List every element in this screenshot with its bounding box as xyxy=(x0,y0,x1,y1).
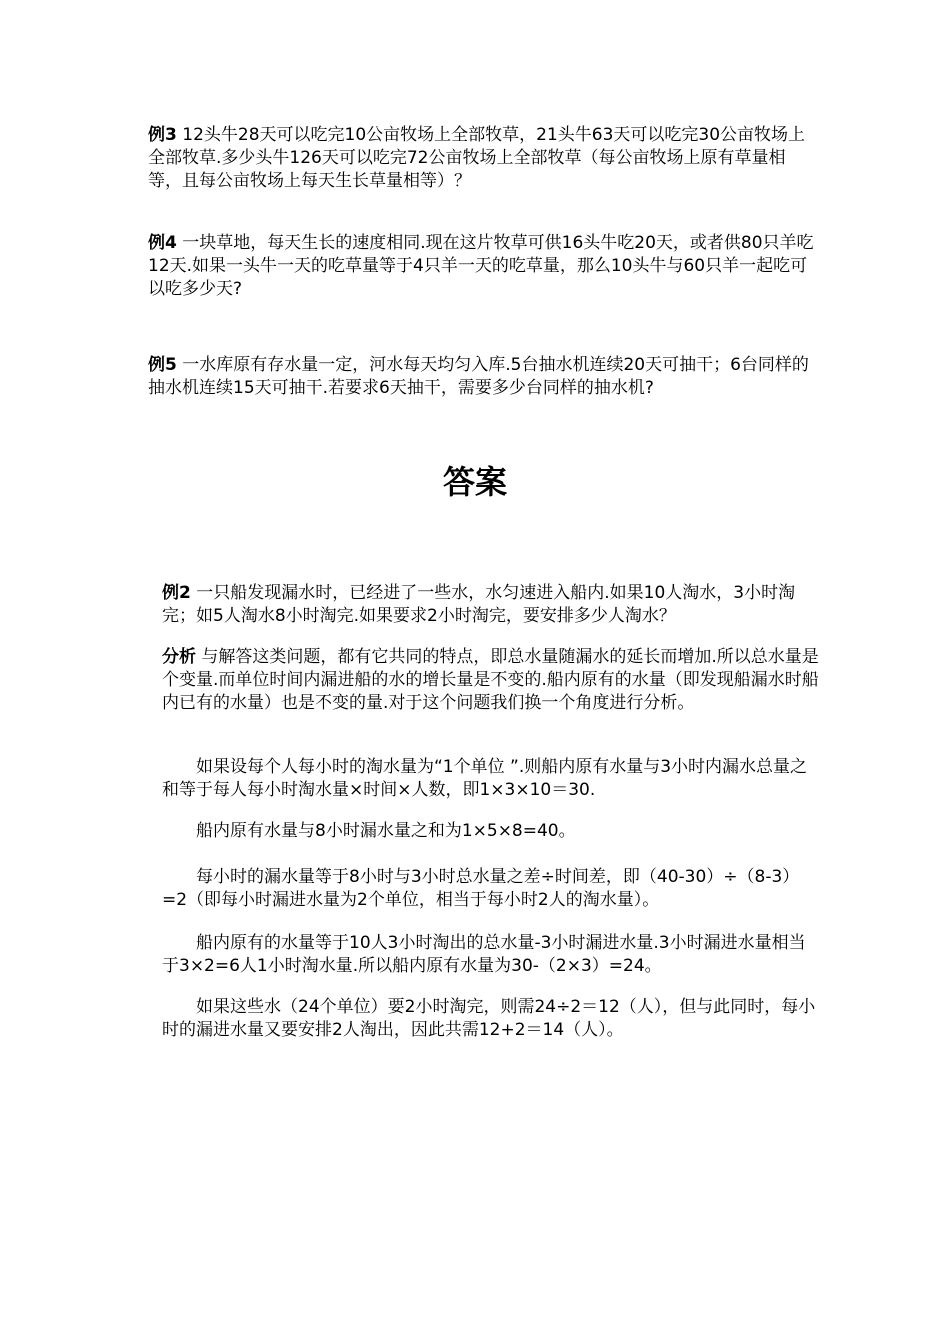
solution-paragraph-4: 船内原有的水量等于10人3小时淘出的总水量-3小时漏进水量.3小时漏进水量相当于3×2=6人1小时淘水量.所以船内原有水量为30-（2×3）=24。 xyxy=(162,933,806,976)
example-3 xyxy=(148,124,818,191)
solution-paragraph-3: 每小时的漏水量等于8小时与3小时总水量之差÷时间差，即（40-30）÷（8-3）=2（即每小时漏进水量为2个单位，相当于每小时2人的淘水量）。 xyxy=(162,867,800,910)
analysis-paragraph xyxy=(162,646,822,715)
example-3-text: 12头牛28天可以吃完10公亩牧场上全部牧草，21头牛63天可以吃完30公亩牧场上全部牧草.多少头牛126天可以吃完72公亩牧场上全部牧草（每公亩牧场上原有草量相等，且每公亩牧场上每天生长草量相等）？ xyxy=(148,125,806,191)
solution-paragraph-1: 如果设每个人每小时的淘水量为“1个单位 ”.则船内原有水量与3小时内漏水总量之和等于每人每小时淘水量×时间×人数，即1×3×10＝30. xyxy=(162,757,808,800)
solution-paragraph-2: 船内原有水量与8小时漏水量之和为1×5×8=40。 xyxy=(196,821,576,841)
solution-paragraph-5: 如果这些水（24个单位）要2小时淘完，则需24÷2＝12（人），但与此同时，每小时的漏进水量又要安排2人淘出，因此共需12+2＝14（人）。 xyxy=(162,997,816,1040)
example-4 xyxy=(148,232,818,301)
example-4-label: 例4 xyxy=(148,233,177,253)
analysis-label: 分析 xyxy=(162,647,196,667)
answer-example-2-label: 例2 xyxy=(162,583,191,603)
example-3-label: 例3 xyxy=(148,125,177,145)
example-4-text: 一块草地，每天生长的速度相同.现在这片牧草可供16头牛吃20天，或者供80只羊吃12天.如果一头牛一天的吃草量等于4只羊一天的吃草量，那么10头牛与60只羊一起吃可以吃多少天? xyxy=(148,233,814,299)
example-5-text: 一水库原有存水量一定，河水每天均匀入库.5台抽水机连续20天可抽干；6台同样的抽水机连续15天可抽干.若要求6天抽干，需要多少台同样的抽水机? xyxy=(148,355,809,398)
example-5 xyxy=(148,354,818,400)
answer-example-2-text: 一只船发现漏水时，已经进了一些水，水匀速进入船内.如果10人淘水，3小时淘完；如5人淘水8小时淘完.如果要求2小时淘完，要安排多少人淘水？ xyxy=(162,583,796,626)
analysis-text: 与解答这类问题，都有它共同的特点，即总水量随漏水的延长而增加.所以总水量是个变量.而单位时间内漏进船的水的增长量是不变的.船内原有的水量（即发现船漏水时船内已有的水量）也是不变的量.对于这个问题我们换一个角度进行分析。 xyxy=(162,647,819,713)
answer-example-2 xyxy=(162,582,822,628)
example-5-label: 例5 xyxy=(148,355,177,375)
answer-heading: 答案 xyxy=(442,463,507,501)
